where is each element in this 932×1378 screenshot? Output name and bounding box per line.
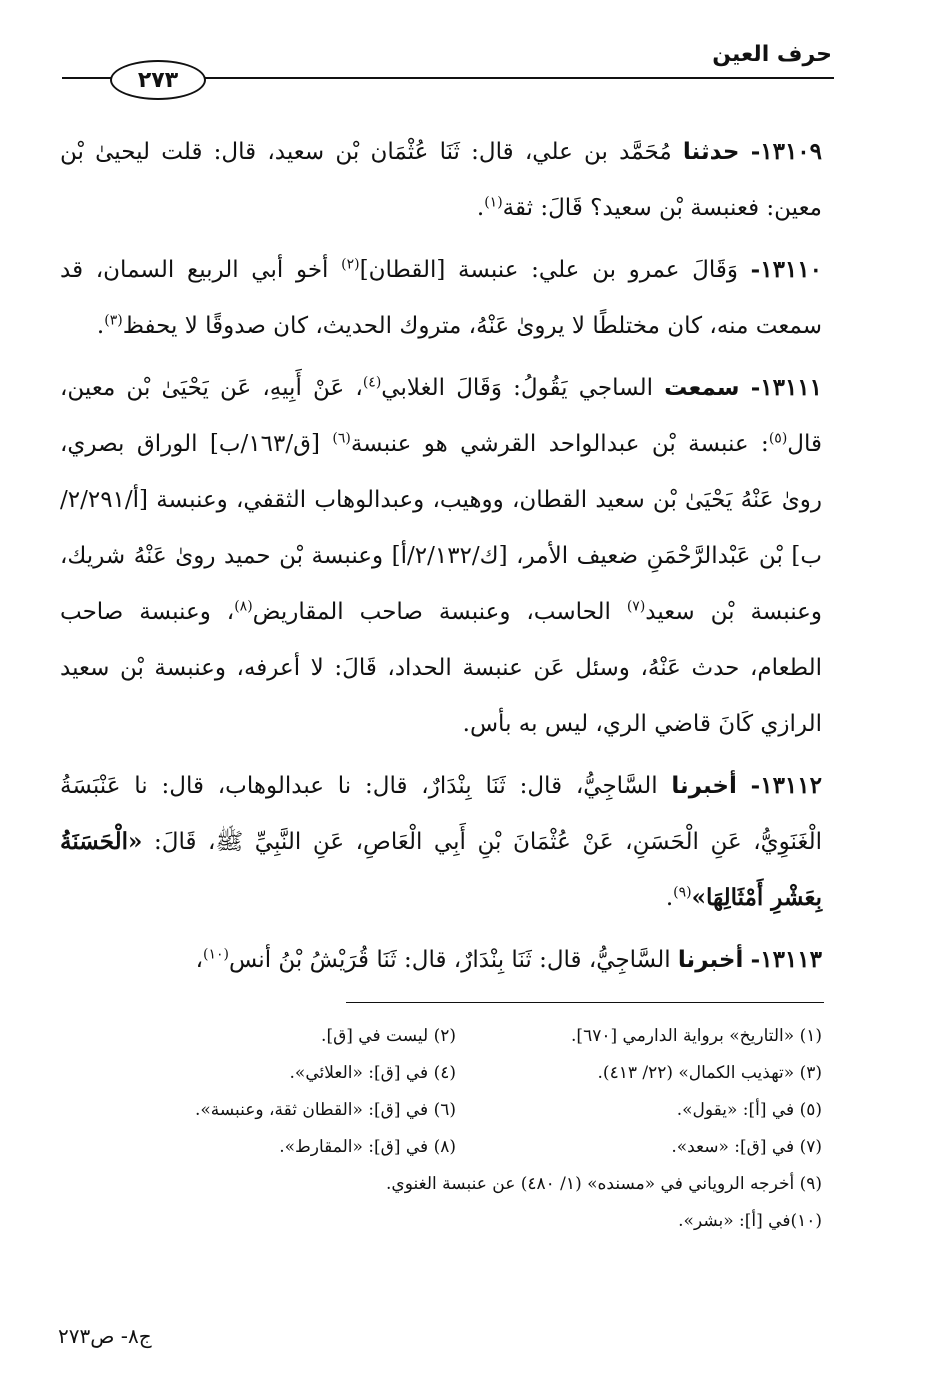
entry-number: ١٣١١٢- [750, 772, 822, 799]
footnote-marker: (١) [484, 194, 503, 211]
narration-keyword: حدثنا [682, 139, 740, 165]
entry-text: ، عَنْ أَبِيهِ، عَن يَحْيَىٰ بْن معين، قال [60, 375, 822, 457]
entry-text: مُحَمَّد بن علي، قال: ثَنَا عُثْمَان بْن سعيد، قال: قلت ليحيىٰ بْن معين: فعنبسة بْن سعيد؟ قَالَ: ثقة [60, 139, 822, 221]
footnote-8: (٨) في [ق]: «المقارط». [279, 1137, 456, 1157]
footnote-2: (٢) ليست في [ق]. [321, 1026, 456, 1046]
footnote-marker: (٨) [234, 598, 253, 615]
footnote-4: (٤) في [ق]: «العلائي». [289, 1063, 456, 1083]
entry-text: : عنبسة بْن عبدالواحد القرشي هو عنبسة [350, 431, 769, 457]
running-head: حرف العين [712, 42, 832, 67]
entry-text: الساجي يَقُولُ: وَقَالَ الغلابي [381, 375, 665, 401]
entry-13112 [60, 758, 822, 926]
page-number-badge [110, 60, 206, 100]
footnote-marker: (٧) [626, 598, 646, 615]
footnote-marker: (٥) [768, 430, 788, 447]
entry-text-end: . [476, 195, 485, 221]
footnote-row [90, 1203, 822, 1240]
hadith-text: «الْحَسَنَةُ بِعَشْرِ أَمْثَالِهَا» [60, 828, 822, 911]
footnote-6: (٦) في [ق]: «القطان ثقة، وعنبسة». [194, 1100, 456, 1120]
narration-keyword: أخبرنا [671, 773, 737, 799]
entry-number: ١٣١١١- [750, 374, 823, 401]
footnote-1: (١) «التاريخ» برواية الدارمي [٦٧٠]. [571, 1026, 822, 1046]
footnote-7: (٧) في [ق]: «سعد». [671, 1137, 822, 1157]
footnote-9: (٩) أخرجه الروياني في «مسنده» (١/ ٤٨٠) عن عنبسة الغنوي. [386, 1174, 822, 1194]
footnote-row [90, 1129, 822, 1166]
main-text [60, 124, 822, 994]
volume-page-reference: ج٨- ص٢٧٣ [58, 1324, 152, 1348]
footnote-row [90, 1018, 822, 1055]
footnote-marker: (٤) [362, 374, 382, 391]
entry-text: ، وعنبسة صاحب الطعام، حدث عَنْهُ، وسئل عَن عنبسة الحداد، قَالَ: لا أعرفه، وعنبسة بْن سعيد الرازي كَانَ قاضي الري، ليس به بأس. [60, 599, 822, 737]
entry-text: الحاسب، وعنبسة صاحب المقاريض [252, 599, 627, 625]
page-number: ٢٧٣ [137, 67, 179, 93]
entry-number: ١٣١١٠- [750, 256, 822, 283]
entry-text-end: . [96, 313, 105, 339]
narration-keyword: سمعت [664, 375, 740, 401]
footnote-10: (١٠)في [أ]: «بشر». [678, 1211, 822, 1231]
entry-number: ١٣١٠٩- [750, 138, 823, 165]
entry-text-end: ، [195, 947, 203, 973]
entry-13110 [60, 242, 822, 354]
narration-keyword: أخبرنا [677, 947, 744, 973]
footnote-3: (٣) «تهذيب الكمال» (٢٢/ ٤١٣). [597, 1063, 822, 1083]
entry-text: السَّاجِيُّ، قال: ثَنَا بِنْدَارٌ، قال: نا عبدالوهاب، قال: نا عَنْبَسَةُ الْغَنَوِيُّ، عَنِ الْحَسَنِ، عَنْ عُثْمَانَ بْنِ أَبِي الْعَاصِ، عَنِ النَّبِيِّ ﷺ، قَالَ: [60, 773, 822, 855]
footnote-marker: (٣) [104, 312, 123, 329]
entry-13113 [60, 932, 822, 988]
footnote-marker: (٢) [341, 256, 360, 273]
entry-text-end: . [665, 885, 674, 911]
entry-text: أخو أبي الربيع السمان، قد سمعت منه، كان مختلطًا لا يروىٰ عَنْهُ، متروك الحديث، كان صدوقًا لا يحفظ [60, 257, 822, 339]
entry-number: ١٣١١٣- [750, 946, 822, 973]
footnote-row [90, 1055, 822, 1092]
footnote-marker: (١٠) [203, 946, 229, 963]
footnote-row [90, 1166, 822, 1203]
footnote-row [90, 1092, 822, 1129]
footnotes [90, 1018, 822, 1240]
entry-13109 [60, 124, 822, 236]
footnote-marker: (٩) [673, 884, 692, 901]
footnote-rule [346, 1002, 824, 1003]
entry-13111 [60, 360, 822, 752]
footnote-marker: (٦) [332, 430, 351, 447]
entry-text: وَقَالَ عمرو بن علي: عنبسة [القطان] [359, 257, 751, 283]
footnote-5: (٥) في [أ]: «يقول». [676, 1100, 822, 1120]
entry-text: السَّاجِيُّ، قال: ثَنَا بِنْدَارٌ، قال: ثَنَا قُرَيْشُ بْنُ أنس [228, 947, 678, 973]
entry-text: [ق/١٦٣/ب] الوراق بصري، روىٰ عَنْهُ يَحْيَىٰ بْن سعيد القطان، ووهيب، وعبدالوهاب الثقفي، وعنبسة [أ/٢/٢٩١/ب] بْن عَبْدالرَّحْمَنِ ضعيف الأمر، [ك/٢/١٣٢/أ] وعنبسة بْن حميد روىٰ عَنْهُ شريك، وعنبسة بْن سعيد [60, 431, 823, 625]
